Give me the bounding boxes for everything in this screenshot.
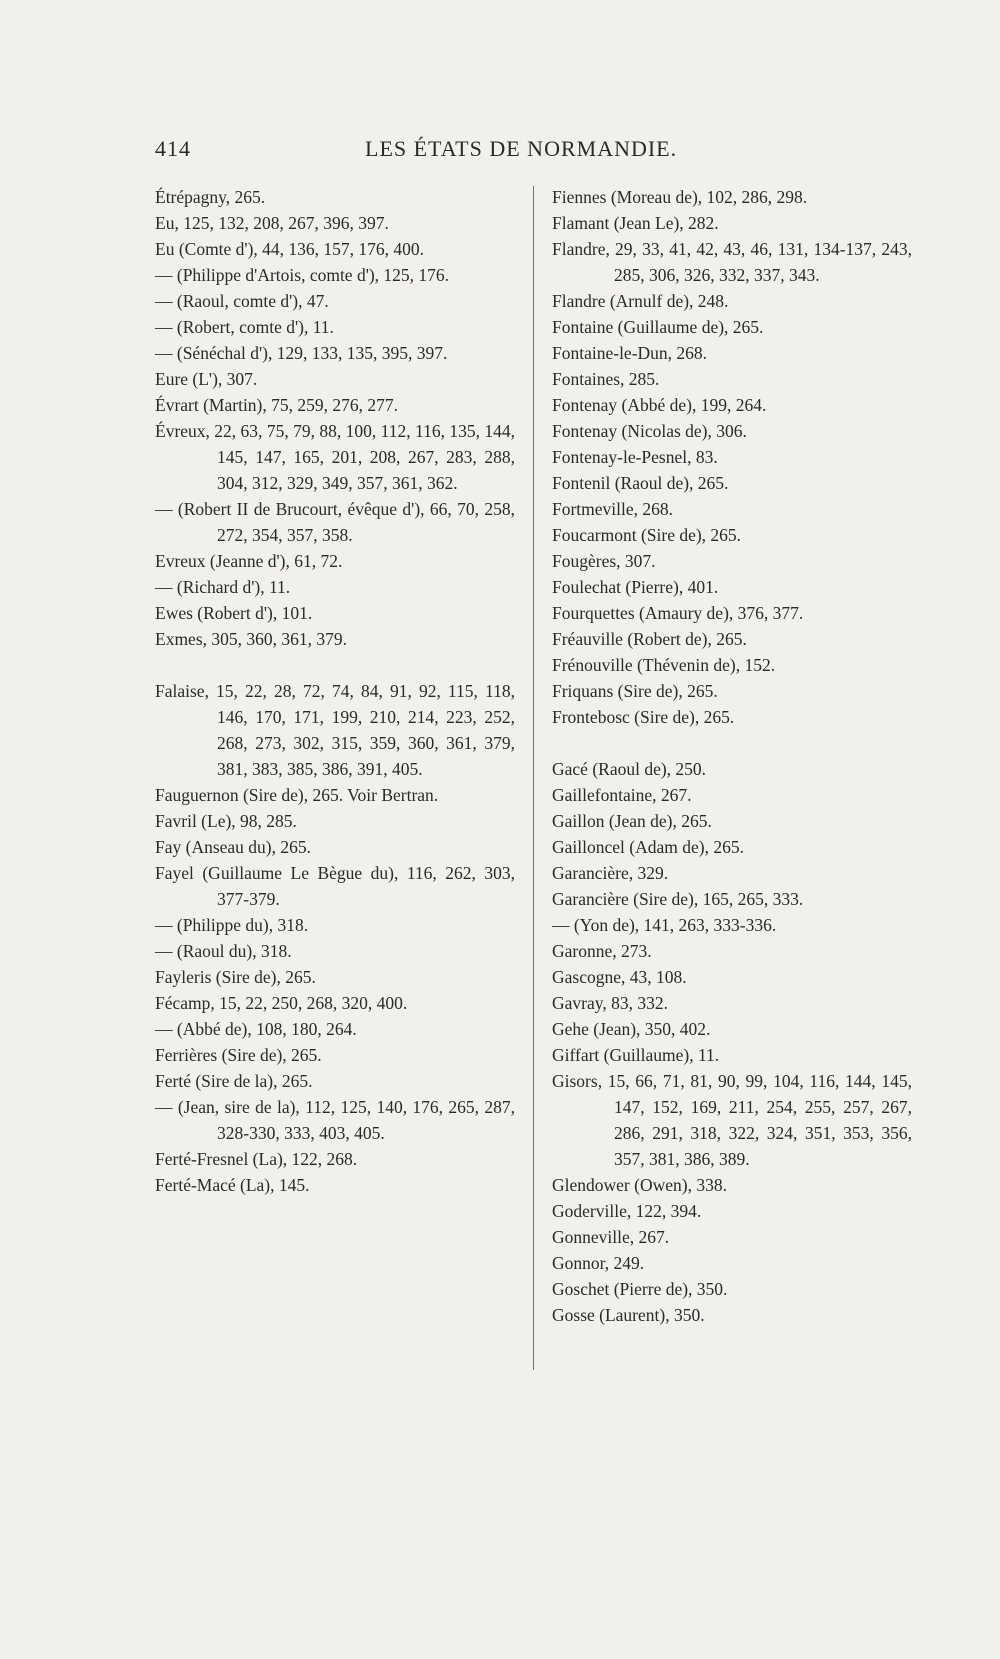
index-entry: Glendower (Owen), 338. xyxy=(552,1175,727,1195)
index-entry: Garonne, 273. xyxy=(552,941,652,961)
index-entry: Fontaine-le-Dun, 268. xyxy=(552,343,708,363)
index-entry: Goschet (Pierre de), 350. xyxy=(552,1279,728,1299)
index-entry: Fontenay (Abbé de), 199, 264. xyxy=(552,395,767,415)
letter-section-gap xyxy=(552,730,912,756)
index-entry: Gonnor, 249. xyxy=(552,1253,645,1273)
index-entry: Ewes (Robert d'), 101. xyxy=(155,603,313,623)
index-entry: Fiennes (Moreau de), 102, 286, 298. xyxy=(552,187,808,207)
index-entry: Fontenay-le-Pesnel, 83. xyxy=(552,447,718,467)
index-entry: Ferté-Fresnel (La), 122, 268. xyxy=(155,1149,358,1169)
index-entry: Gisors, 15, 66, 71, 81, 90, 99, 104, 116, 144, 145, 147, 152, 169, 211, 254, 255, 257, 267, 286, 291, 318, 322, 324, 351, 353, 356, 357, 381, 386, 389. xyxy=(552,1071,912,1169)
index-entry: — (Raoul du), 318. xyxy=(155,941,292,961)
column-divider xyxy=(533,186,534,1370)
index-entry: Gavray, 83, 332. xyxy=(552,993,668,1013)
index-entry: Gacé (Raoul de), 250. xyxy=(552,759,707,779)
index-entry: Giffart (Guillaume), 11. xyxy=(552,1045,720,1065)
index-entry: Eure (L'), 307. xyxy=(155,369,258,389)
index-entry: Garancière, 329. xyxy=(552,863,669,883)
index-entry: Évrart (Martin), 75, 259, 276, 277. xyxy=(155,395,399,415)
index-entry: Gonneville, 267. xyxy=(552,1227,670,1247)
index-entry: Evreux (Jeanne d'), 61, 72. xyxy=(155,551,343,571)
header-title: LES ÉTATS DE NORMANDIE. xyxy=(365,136,678,161)
index-entry: Gascogne, 43, 108. xyxy=(552,967,687,987)
index-entry: — (Abbé de), 108, 180, 264. xyxy=(155,1019,357,1039)
index-entry: Fécamp, 15, 22, 250, 268, 320, 400. xyxy=(155,993,408,1013)
index-entry: — (Philippe d'Artois, comte d'), 125, 176. xyxy=(155,265,450,285)
index-entry: Fourquettes (Amaury de), 376, 377. xyxy=(552,603,804,623)
index-entry: Fayleris (Sire de), 265. xyxy=(155,967,316,987)
index-entry: — (Philippe du), 318. xyxy=(155,915,309,935)
index-entry: Favril (Le), 98, 285. xyxy=(155,811,297,831)
index-entry: Goderville, 122, 394. xyxy=(552,1201,702,1221)
index-entry: Frénouville (Thévenin de), 152. xyxy=(552,655,776,675)
index-entry: — (Yon de), 141, 263, 333-336. xyxy=(552,915,777,935)
index-entry: Frontebosc (Sire de), 265. xyxy=(552,707,735,727)
index-entry: Gaillon (Jean de), 265. xyxy=(552,811,712,831)
index-entry: — (Raoul, comte d'), 47. xyxy=(155,291,329,311)
index-entry: Gailloncel (Adam de), 265. xyxy=(552,837,744,857)
index-entry: — (Robert II de Brucourt, évêque d'), 66, 70, 258, 272, 354, 357, 358. xyxy=(155,499,515,545)
page-number: 414 xyxy=(155,136,191,161)
index-entry: — (Robert, comte d'), 11. xyxy=(155,317,334,337)
index-entry: Étrépagny, 265. xyxy=(155,187,266,207)
index-entry: Friquans (Sire de), 265. xyxy=(552,681,718,701)
index-entry: Fay (Anseau du), 265. xyxy=(155,837,312,857)
index-entry: — (Richard d'), 11. xyxy=(155,577,291,597)
index-entry: Ferrières (Sire de), 265. xyxy=(155,1045,322,1065)
index-entry: Eu (Comte d'), 44, 136, 157, 176, 400. xyxy=(155,239,425,259)
index-entry: Falaise, 15, 22, 28, 72, 74, 84, 91, 92, 115, 118, 146, 170, 171, 199, 210, 214, 223, 252, 268, 273, 302, 315, 359, 360, 361, 379, 381, 383, 385, 386, 391, 405. xyxy=(155,681,515,779)
index-entry: Garancière (Sire de), 165, 265, 333. xyxy=(552,889,804,909)
letter-section-gap xyxy=(155,652,515,678)
index-entry: Fortmeville, 268. xyxy=(552,499,674,519)
index-entry: Gaillefontaine, 267. xyxy=(552,785,692,805)
index-entry: Eu, 125, 132, 208, 267, 396, 397. xyxy=(155,213,389,233)
index-entry: Fontaine (Guillaume de), 265. xyxy=(552,317,764,337)
index-entry: Fauguernon (Sire de), 265. Voir Bertran. xyxy=(155,785,439,805)
index-entry: Ferté (Sire de la), 265. xyxy=(155,1071,313,1091)
index-entry: Fontaines, 285. xyxy=(552,369,660,389)
index-entry: Évreux, 22, 63, 75, 79, 88, 100, 112, 116, 135, 144, 145, 147, 165, 201, 208, 267, 283, 288, 304, 312, 329, 349, 357, 361, 362. xyxy=(155,421,515,493)
index-entry: Gehe (Jean), 350, 402. xyxy=(552,1019,711,1039)
index-column-right xyxy=(552,184,912,1328)
index-entry: Fontenil (Raoul de), 265. xyxy=(552,473,729,493)
index-entry: — (Jean, sire de la), 112, 125, 140, 176, 265, 287, 328-330, 333, 403, 405. xyxy=(155,1097,515,1143)
index-entry: Ferté-Macé (La), 145. xyxy=(155,1175,310,1195)
index-entry: Fougères, 307. xyxy=(552,551,656,571)
index-entry: Fontenay (Nicolas de), 306. xyxy=(552,421,747,441)
index-entry: Flamant (Jean Le), 282. xyxy=(552,213,719,233)
index-entry: Fayel (Guillaume Le Bègue du), 116, 262, 303, 377-379. xyxy=(155,863,515,909)
index-entry: Fréauville (Robert de), 265. xyxy=(552,629,747,649)
index-entry: Gosse (Laurent), 350. xyxy=(552,1305,705,1325)
index-entry: Foucarmont (Sire de), 265. xyxy=(552,525,742,545)
index-entry: — (Sénéchal d'), 129, 133, 135, 395, 397. xyxy=(155,343,448,363)
index-column-left xyxy=(155,184,515,1198)
index-entry: Foulechat (Pierre), 401. xyxy=(552,577,719,597)
index-entry: Flandre (Arnulf de), 248. xyxy=(552,291,729,311)
running-head xyxy=(155,136,695,168)
index-entry: Exmes, 305, 360, 361, 379. xyxy=(155,629,348,649)
index-entry: Flandre, 29, 33, 41, 42, 43, 46, 131, 134-137, 243, 285, 306, 326, 332, 337, 343. xyxy=(552,239,912,285)
